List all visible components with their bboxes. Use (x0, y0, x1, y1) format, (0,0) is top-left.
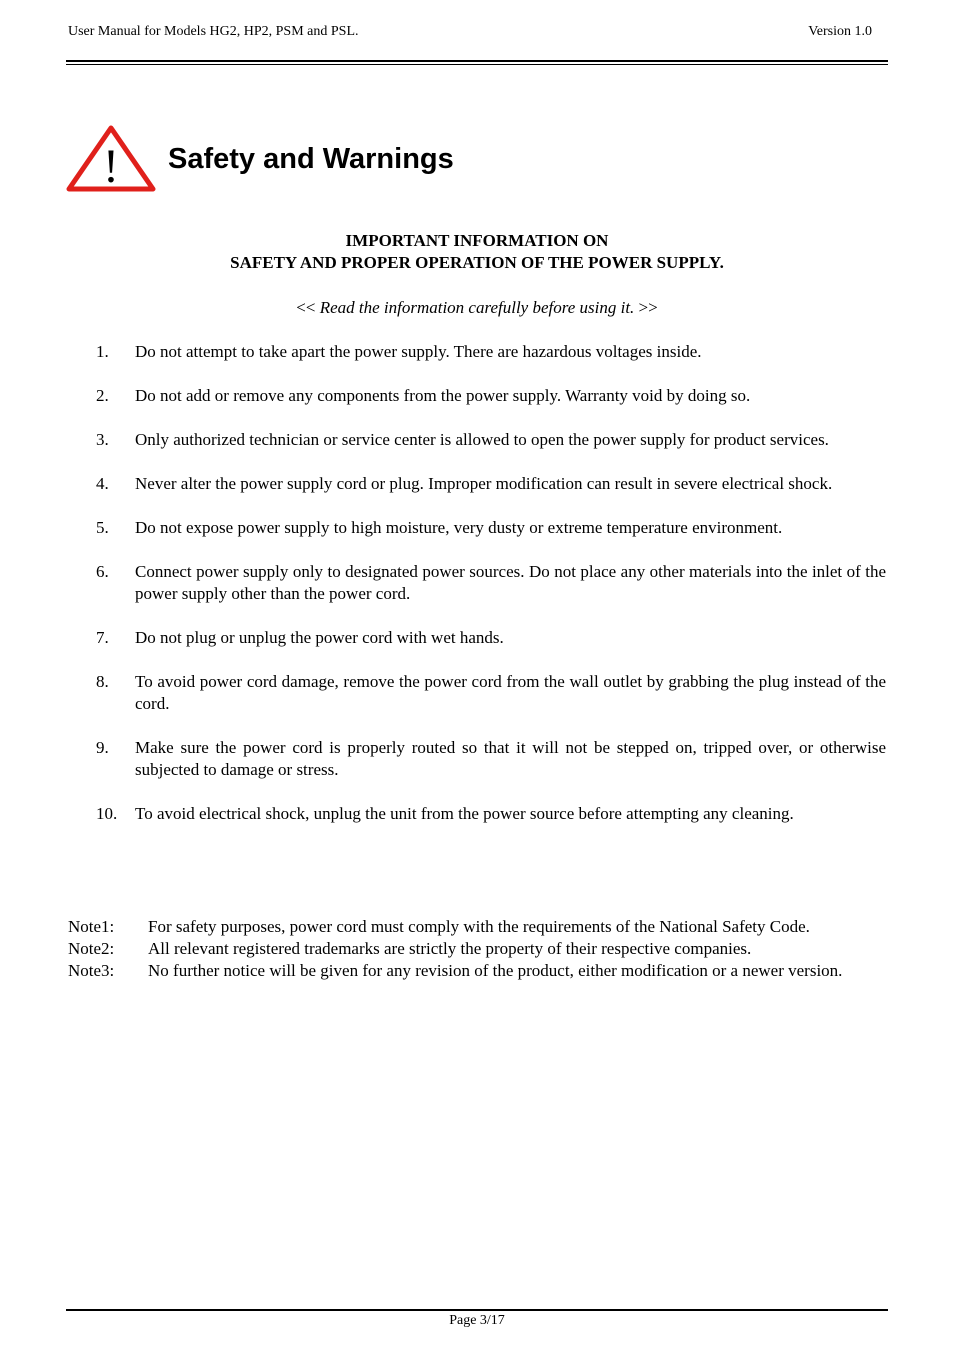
safety-list (0, 341, 954, 847)
list-item (0, 671, 954, 715)
page-number: Page 3/17 (449, 1313, 505, 1328)
list-item (0, 429, 954, 451)
svg-text:!: ! (103, 140, 119, 193)
list-item-text: To avoid electrical shock, unplug the unit from the power source before attempting any cleaning. (135, 804, 794, 823)
list-item-number: 7. (96, 628, 109, 647)
list-item-number: 5. (96, 518, 109, 537)
important-heading-line-2: SAFETY AND PROPER OPERATION OF THE POWER SUPPLY. (230, 253, 724, 272)
list-item-text: Make sure the power cord is properly routed so that it will not be stepped on, tripped over, or otherwise subjected to damage or stress. (135, 738, 886, 779)
warning-triangle-icon (66, 124, 156, 194)
note-text: For safety purposes, power cord must comply with the requirements of the National Safety Code. (148, 917, 810, 936)
header-document-title: User Manual for Models HG2, HP2, PSM and PSL. (68, 24, 359, 39)
list-item (0, 803, 954, 825)
header-divider (66, 60, 888, 65)
note-row (0, 938, 954, 960)
list-item (0, 341, 954, 363)
note-label: Note3: (68, 961, 115, 980)
note-label: Note1: (68, 917, 115, 936)
header-version: Version 1.0 (808, 24, 872, 39)
note-row (0, 960, 954, 982)
list-item (0, 385, 954, 407)
list-item-number: 2. (96, 386, 109, 405)
note-text: All relevant registered trademarks are strictly the property of their respective companies. (148, 939, 752, 958)
note-text: No further notice will be given for any revision of the product, either modification or a newer version. (148, 961, 843, 980)
important-heading (0, 230, 954, 274)
page-title: Safety and Warnings (168, 143, 454, 175)
list-item-text: To avoid power cord damage, remove the power cord from the wall outlet by grabbing the plug instead of the cord. (135, 672, 886, 713)
read-notice-prefix: << (296, 298, 316, 317)
list-item-text: Do not attempt to take apart the power supply. There are hazardous voltages inside. (135, 342, 702, 361)
list-item-text: Connect power supply only to designated power sources. Do not place any other materials into the inlet of the power supply other than the power cord. (135, 562, 886, 603)
list-item-number: 1. (96, 342, 109, 361)
list-item-number: 10. (96, 804, 118, 823)
read-notice-suffix: >> (638, 298, 658, 317)
footer-divider (66, 1309, 888, 1311)
list-item-number: 4. (96, 474, 109, 493)
list-item (0, 561, 954, 605)
read-notice-text: Read the information carefully before using it. (319, 298, 635, 317)
list-item-number: 9. (96, 738, 109, 757)
list-item (0, 473, 954, 495)
list-item-text: Do not add or remove any components from the power supply. Warranty void by doing so. (135, 386, 751, 405)
list-item (0, 627, 954, 649)
notes-block (0, 916, 954, 982)
list-item-text: Do not expose power supply to high moisture, very dusty or extreme temperature environment. (135, 518, 783, 537)
list-item-number: 8. (96, 672, 109, 691)
list-item-text: Do not plug or unplug the power cord with wet hands. (135, 628, 504, 647)
list-item-text: Only authorized technician or service center is allowed to open the power supply for product services. (135, 430, 829, 449)
note-row (0, 916, 954, 938)
read-notice (0, 297, 954, 319)
note-label: Note2: (68, 939, 115, 958)
important-heading-line-1: IMPORTANT INFORMATION ON (345, 231, 609, 250)
list-item-text: Never alter the power supply cord or plug. Improper modification can result in severe electrical shock. (135, 474, 833, 493)
list-item (0, 517, 954, 539)
list-item (0, 737, 954, 781)
list-item-number: 6. (96, 562, 109, 581)
section-heading (66, 124, 454, 194)
list-item-number: 3. (96, 430, 109, 449)
